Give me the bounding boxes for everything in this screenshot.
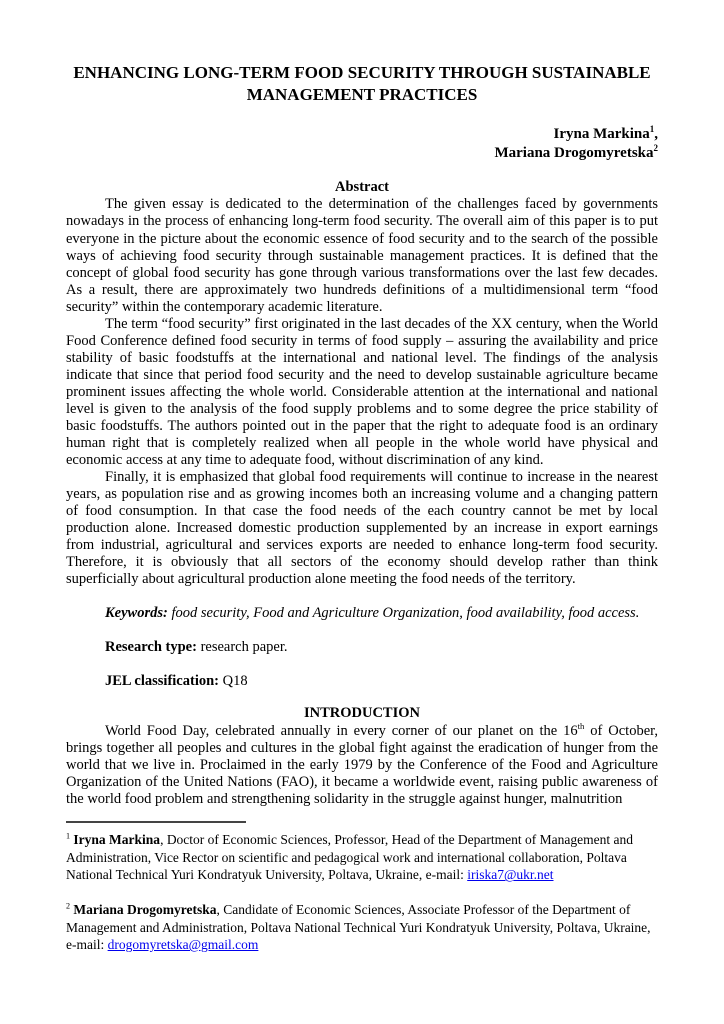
author-suffix: , (654, 125, 658, 142)
introduction-text-part2: of October, brings together all peoples and cultures in the global fight against the eradication of hunger from the world that we live in. Proclaimed in the early 1979 by the Conference of the Food and Agriculture Organization of the United Nations (FAO), it became a worldwide event, raising public awareness of the world food problem and strengthening solidarity in the struggle against hunger, malnutrition (66, 723, 659, 808)
author-name: Mariana Drogomyretska (494, 145, 654, 161)
abstract-heading: Abstract (335, 178, 389, 195)
keywords-label: Keywords: (105, 605, 168, 622)
keywords-text: food security, Food and Agriculture Organization, food availability, food access. (171, 605, 640, 622)
footnote-marker: 2 (66, 901, 71, 911)
author-name: Iryna Markina (553, 125, 650, 142)
footnote-text: , Doctor of Economic Sciences, Professor, Head of the Department of Management and Administration, Vice Rector on scientific and pedagogical work and international collaboration, Poltava National Technical Yuri Kondratyuk University, Poltava, Ukraine, e-mail: (66, 832, 633, 883)
jel-label: JEL classification: (105, 673, 219, 690)
paper-title (66, 62, 658, 106)
author-footnote-marker: 1 (649, 123, 655, 134)
footnote-marker: 1 (66, 831, 71, 841)
footnote-author-name: Iryna Markina (73, 832, 161, 848)
ordinal-superscript: th (577, 721, 585, 732)
abstract-paragraph-1: The given essay is dedicated to the determination of the challenges faced by governments nowadays in the process of enhancing long-term food security. The overall aim of this paper is to put everyone in the picture about the economic essence of food security and to the search of the possible ways of achieving food security through sustainable management practices. It is defined that the concept of global food security has gone through various transformations over the last few decades. As a result, there are approximately two hundreds definitions of a multidimensional term “food security” within the contemporary academic literature. (66, 196, 658, 315)
author-line-1 (66, 125, 658, 145)
jel-text: Q18 (222, 673, 248, 690)
footnote-author-name: Mariana Drogomyretska (73, 902, 217, 918)
footnote-text: , Candidate of Economic Sciences, Associate Professor of the Department of Management and Administration, Poltava National Technical Yuri Kondratyuk University, Poltava, Ukraine, e-mail: (66, 902, 651, 953)
footnote-1 (66, 831, 658, 884)
research-type-text: research paper. (200, 639, 288, 656)
keywords-line (66, 605, 658, 622)
footnote-2 (66, 901, 658, 954)
jel-classification-line (66, 673, 658, 690)
abstract-paragraph-3: Finally, it is emphasized that global food requirements will continue to increase in the nearest years, as population rise and as growing incomes both an increasing volume and a changing pattern of food consumption. In that case the food needs of the each country cannot be met by local production alone. Increased domestic production supplemented by an increase in export earnings from industrial, agricultural and services exports are needed to enhance long-term food security. Therefore, it is obviously that all sectors of the economy should develop rather than think superficially about agricultural production alone meeting the food needs of the territory. (66, 468, 658, 588)
author-line-2 (66, 144, 658, 164)
introduction-heading: INTRODUCTION (303, 705, 420, 722)
introduction-text-part1: World Food Day, celebrated annually in every corner of our planet on the 16 (105, 723, 578, 740)
introduction-paragraph (66, 723, 658, 808)
author-footnote-marker: 2 (653, 143, 658, 153)
paper-title-line-2: MANAGEMENT PRACTICES (246, 84, 478, 104)
abstract-paragraph-2: The term “food security” first originated in the last decades of the XX century, when the World Food Conference defined food security in terms of food supply – assuring the availability and price stability of basic foodstuffs at the international and national level. The findings of the analysis indicate that since that period food security and the need to develop sustainable agriculture became prominent issues affecting the whole world. Considerable attention at the international and national level is given to the analysis of the food supply problems and to some degree the price stability of basic foodstuffs. The authors pointed out in the paper that the right to adequate food is an ordinary human right that is completely realized when all people in the whole world have physical and economic access at any time to adequate food, without discrimination of any kind. (66, 315, 658, 468)
footnote-separator (66, 821, 246, 823)
research-type-line (66, 639, 658, 656)
email-link-iriska7[interactable]: iriska7@ukr.net (467, 867, 554, 883)
research-type-label: Research type: (105, 639, 197, 656)
email-link-drogomyretska[interactable]: drogomyretska@gmail.com (107, 937, 259, 953)
authors-block (66, 125, 658, 164)
paper-title-line-1: ENHANCING LONG-TERM FOOD SECURITY THROUGH SUSTAINABLE (73, 63, 651, 82)
